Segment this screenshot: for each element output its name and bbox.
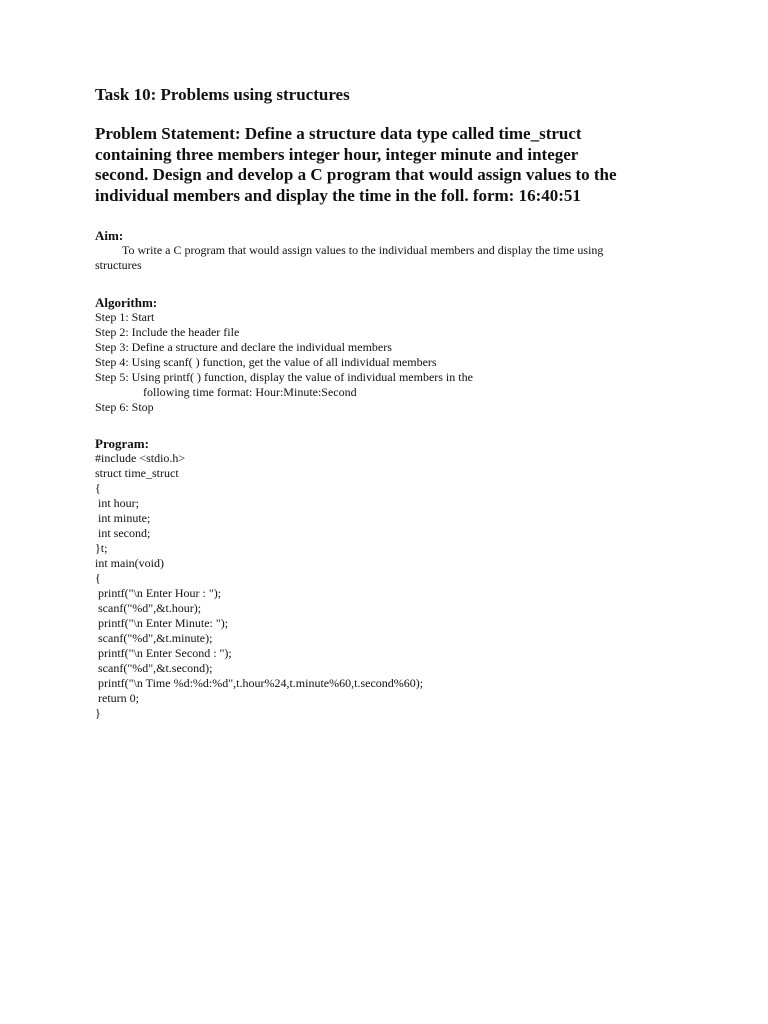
code-line: { bbox=[95, 571, 101, 585]
problem-statement bbox=[95, 124, 695, 206]
code-line: struct time_struct bbox=[95, 466, 179, 480]
code-line: printf("\n Enter Minute: "); bbox=[95, 616, 229, 630]
code-line: { bbox=[95, 481, 101, 495]
code-line: } bbox=[95, 706, 101, 720]
code-line: #include <stdio.h> bbox=[95, 451, 186, 465]
problem-line: individual members and display the time in the foll. form: 16:40:51 bbox=[95, 185, 581, 205]
code-line: scanf("%d",&t.second); bbox=[95, 661, 213, 675]
algorithm-step: Step 5: Using printf( ) function, display the value of individual members in the bbox=[95, 370, 473, 384]
algorithm-heading: Algorithm: bbox=[95, 295, 158, 310]
code-line: }t; bbox=[95, 541, 108, 555]
problem-line: Problem Statement: Define a structure data type called time_struct bbox=[95, 124, 582, 143]
code-line: int main(void) bbox=[95, 556, 164, 570]
aim-heading: Aim: bbox=[95, 228, 124, 243]
code-line: printf("\n Enter Second : "); bbox=[95, 646, 232, 660]
algorithm-step: Step 1: Start bbox=[95, 310, 155, 324]
document-page bbox=[95, 84, 695, 742]
algorithm-step-continuation: following time format: Hour:Minute:Second bbox=[143, 385, 357, 399]
algorithm-step: Step 2: Include the header file bbox=[95, 325, 240, 339]
code-line: scanf("%d",&t.minute); bbox=[95, 631, 213, 645]
code-line: int minute; bbox=[95, 511, 151, 525]
program-code bbox=[95, 451, 695, 721]
algorithm-step: Step 4: Using scanf( ) function, get the value of all individual members bbox=[95, 355, 437, 369]
aim-line: structures bbox=[95, 258, 142, 272]
aim-line: To write a C program that would assign values to the individual members and display the time using bbox=[122, 243, 604, 257]
task-title: Task 10: Problems using structures bbox=[95, 85, 350, 104]
code-line: return 0; bbox=[95, 691, 139, 705]
code-line: printf("\n Enter Hour : "); bbox=[95, 586, 222, 600]
algorithm-step: Step 6: Stop bbox=[95, 400, 154, 414]
code-line: int hour; bbox=[95, 496, 139, 510]
code-line: printf("\n Time %d:%d:%d",t.hour%24,t.minute%60,t.second%60); bbox=[95, 676, 424, 690]
problem-line: second. Design and develop a C program that would assign values to the bbox=[95, 165, 617, 184]
program-heading: Program: bbox=[95, 436, 149, 451]
algorithm-step: Step 3: Define a structure and declare the individual members bbox=[95, 340, 392, 354]
aim-text bbox=[95, 243, 695, 273]
code-line: scanf("%d",&t.hour); bbox=[95, 601, 202, 615]
problem-line: containing three members integer hour, integer minute and integer bbox=[95, 144, 579, 164]
code-line: int second; bbox=[95, 526, 151, 540]
algorithm-steps bbox=[95, 310, 695, 415]
